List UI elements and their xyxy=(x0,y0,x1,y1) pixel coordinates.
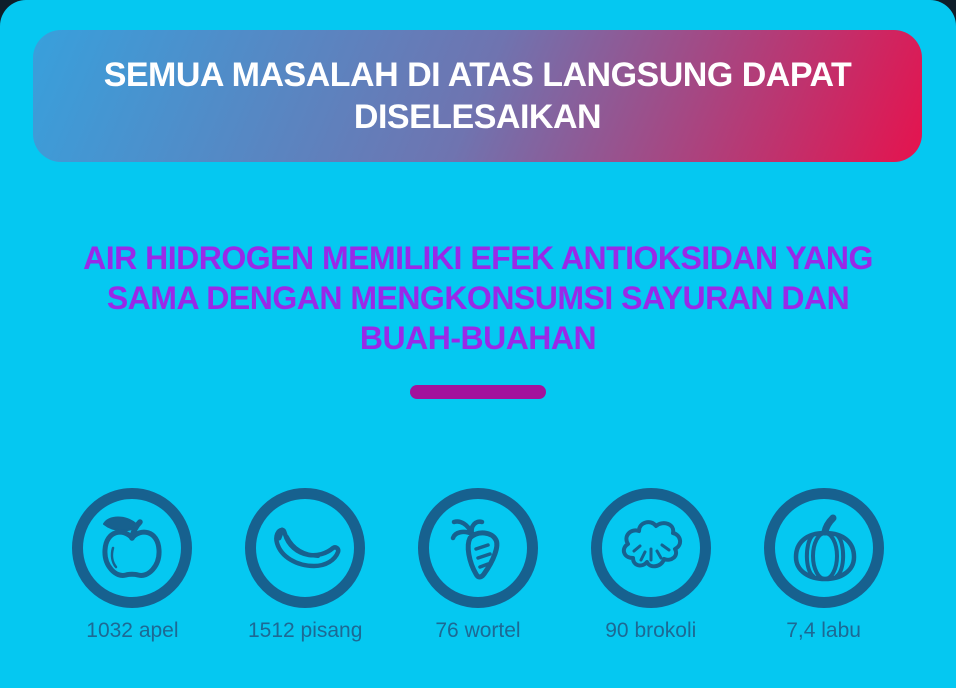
pumpkin-icon xyxy=(764,488,884,608)
apple-icon xyxy=(72,488,192,608)
carrot-icon xyxy=(418,488,538,608)
item-label: 7,4 labu xyxy=(786,619,861,642)
banana-icon xyxy=(245,488,365,608)
item-label: 76 wortel xyxy=(435,619,521,642)
broccoli-icon xyxy=(591,488,711,608)
equivalent-item-apple xyxy=(46,488,219,643)
subtitle-line: BUAH-BUAHAN xyxy=(359,320,597,356)
equivalent-item-banana xyxy=(219,488,392,643)
item-label: 90 brokoli xyxy=(605,619,697,642)
subtitle xyxy=(0,238,956,358)
divider-bar xyxy=(410,385,546,399)
item-label: 1032 apel xyxy=(86,619,179,642)
equivalents-row xyxy=(46,488,910,643)
header-banner xyxy=(33,30,922,162)
subtitle-line: AIR HIDROGEN MEMILIKI EFEK ANTIOKSIDAN YANG xyxy=(83,240,873,276)
equivalent-item-broccoli xyxy=(564,488,737,643)
equivalent-item-pumpkin xyxy=(737,488,910,643)
subtitle-line: SAMA DENGAN MENGKONSUMSI SAYURAN DAN xyxy=(106,280,850,316)
item-label: 1512 pisang xyxy=(247,619,363,642)
equivalent-item-carrot xyxy=(392,488,565,643)
banner-title-line: SEMUA MASALAH DI ATAS LANGSUNG DAPAT xyxy=(103,56,852,94)
banner-title-line: DISELESAIKAN xyxy=(353,98,602,136)
